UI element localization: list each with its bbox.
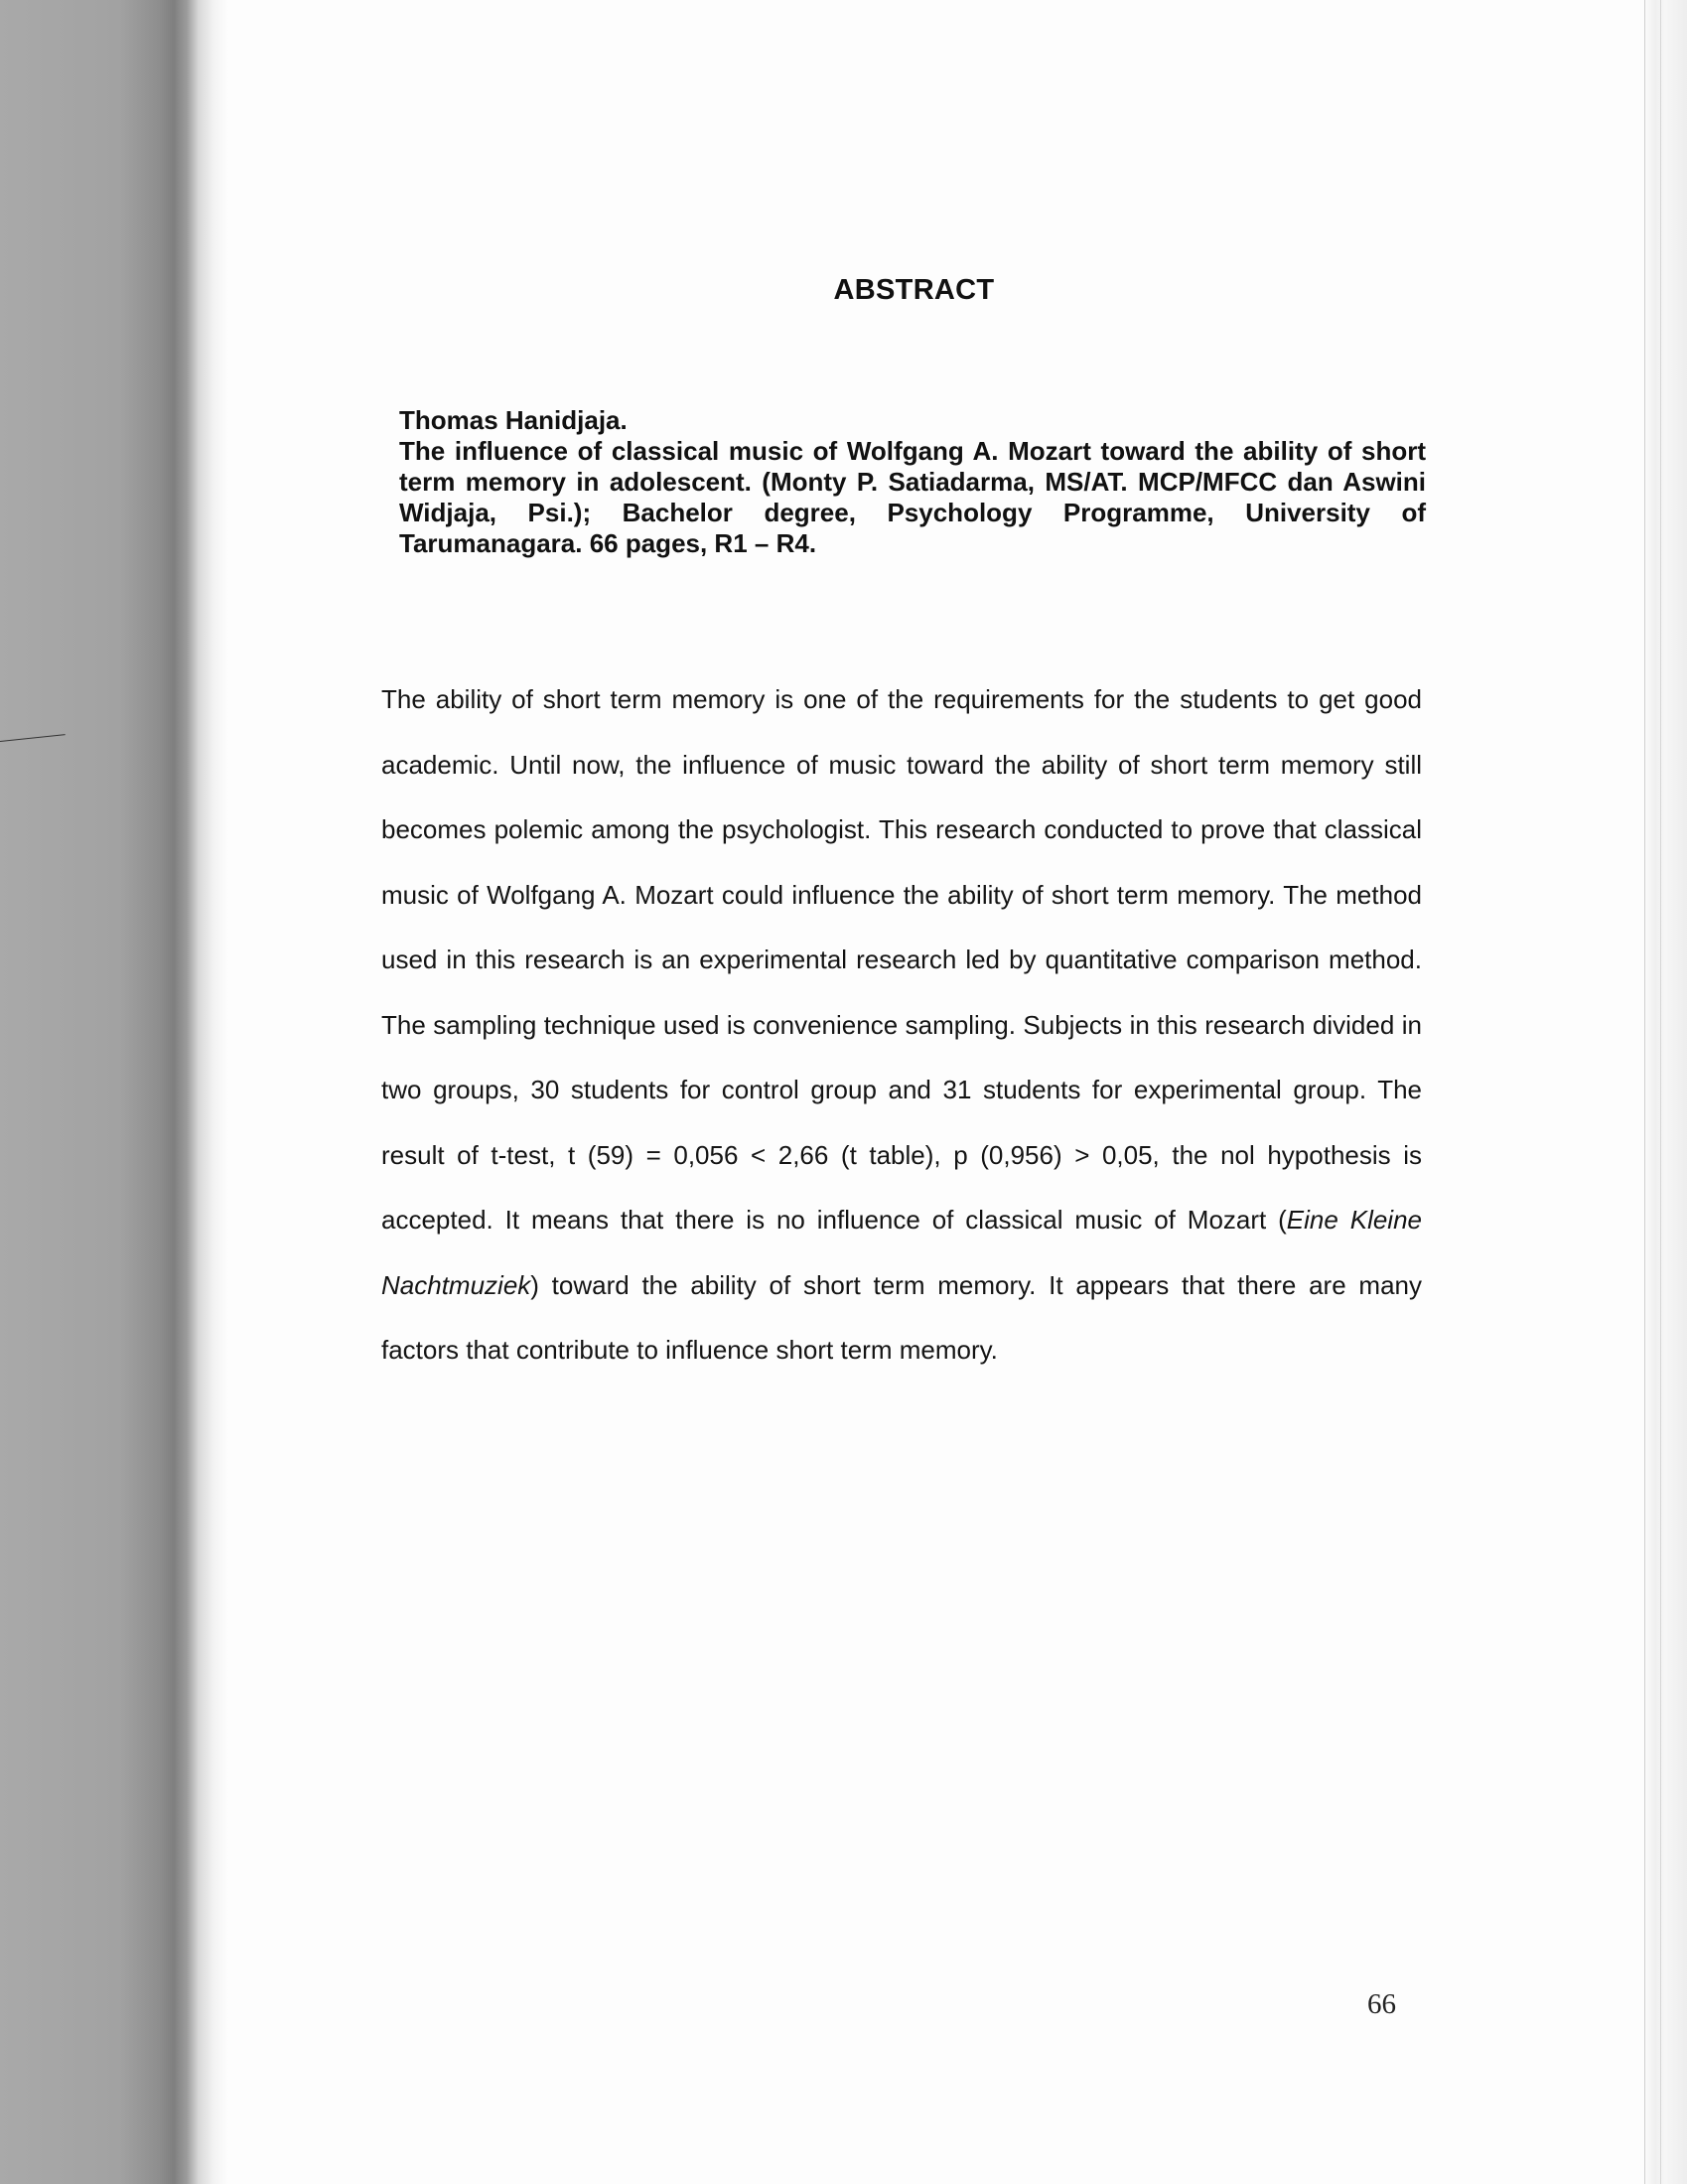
author-name: Thomas Hanidjaja. <box>399 405 628 435</box>
thesis-citation: The influence of classical music of Wolfgang A. Mozart toward the ability of short term memory in adolescent. (Monty P. Satiadarma, MS/AT. MCP/MFCC dan Aswini Widjaja, Psi.); Bachelor degree, Psychology Programme, University of Tarumanagara. 66 pages, R1 – R4. <box>399 436 1426 558</box>
bibliographic-entry <box>399 405 1426 559</box>
abstract-heading: ABSTRACT <box>833 274 995 306</box>
abstract-text-part-1: The ability of short term memory is one of the requirements for the students to get good academic. Until now, the influence of music toward the ability of short term memory still becomes polemic among the psychologist. This research conducted to prove that classical music of Wolfgang A. Mozart could influence the ability of short term memory. The method used in this research is an experimental research led by quantitative comparison method. The sampling technique used is convenience sampling. Subjects in this research divided in two groups, 30 students for control group and 31 students for experimental group. The result of t-test, t (59) = 0,056 < 2,66 (t table), p (0,956) > 0,05, the nol hypothesis is accepted. It means that there is no influence of classical music of Mozart ( <box>381 684 1422 1235</box>
music-title-italic: Eine Kleine Nachtmuziek <box>381 1205 1422 1300</box>
abstract-body <box>381 667 1422 1383</box>
page-number: 66 <box>1367 1988 1396 2020</box>
abstract-text-part-2: ) toward the ability of short term memory. It appears that there are many factors that contribute to influence short term memory. <box>381 1269 1422 1365</box>
